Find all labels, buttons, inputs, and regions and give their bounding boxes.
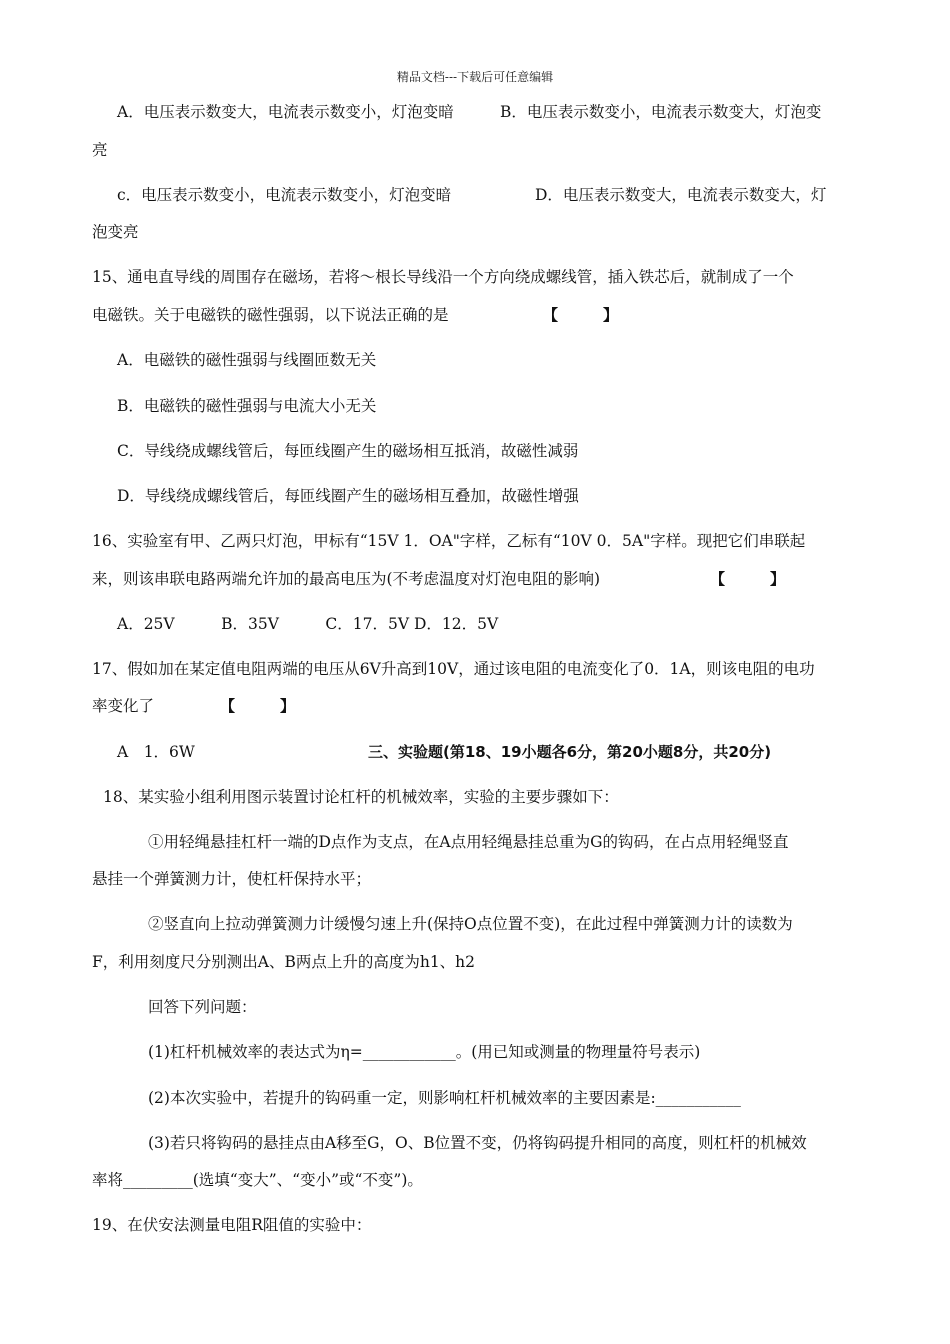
- page-header: 精品文档---下载后可任意编辑: [396, 70, 554, 84]
- q19-stem: 19、在伏安法测量电阻R阻值的实验中：: [92, 1216, 372, 1234]
- q15-option-d: D．导线绕成螺线管后，每匝线圈产生的磁场相互叠加，故磁性增强: [117, 487, 579, 505]
- q14-option-c: c．电压表示数变小，电流表示数变小，灯泡变暗: [117, 186, 452, 204]
- q14-option-d-continued: 泡变亮: [92, 223, 139, 241]
- q14-option-a: A．电压表示数变大，电流表示数变小，灯泡变暗: [117, 103, 454, 121]
- q15-stem-line2: 电磁铁。关于电磁铁的磁性强弱，以下说法正确的是: [92, 306, 449, 324]
- q15-answer-bracket: 【 】: [543, 306, 619, 324]
- q17-option-a: A 1．6W: [117, 743, 195, 761]
- q14-option-d: D．电压表示数变大，电流表示数变大，灯: [535, 186, 827, 204]
- q15-option-a: A．电磁铁的磁性强弱与线圈匝数无关: [117, 351, 377, 369]
- q16-answer-bracket: 【 】: [710, 570, 786, 588]
- q15-option-b: B．电磁铁的磁性强弱与电流大小无关: [117, 397, 377, 415]
- q18-step2-line1: ②竖直向上拉动弹簧测力计缓慢匀速上升(保持O点位置不变)，在此过程中弹簧测力计的读数为: [148, 915, 793, 933]
- q14-option-b: B．电压表示数变小，电流表示数变大，灯泡变: [500, 103, 822, 121]
- q18-stem: 18、某实验小组利用图示装置讨论杠杆的机械效率，实验的主要步骤如下：: [103, 788, 619, 806]
- q15-option-c: C．导线绕成螺线管后，每匝线圈产生的磁场相互抵消，故磁性减弱: [117, 442, 579, 460]
- q18-answer-prompt: 回答下列问题：: [148, 998, 257, 1016]
- section-3-title: 三、实验题(第18、19小题各6分，第20小题8分，共20分): [368, 743, 772, 761]
- q18-step1-line2: 悬挂一个弹簧测力计，使杠杆保持水平；: [92, 870, 372, 888]
- q16-stem-line1: 16、实验室有甲、乙两只灯泡，甲标有“15V 1．OA"字样，乙标有“10V 0．5A"字样。现把它们串联起: [92, 532, 806, 550]
- q18-subquestion-3-line1: (3)若只将钩码的悬挂点由A移至G，O、B位置不变，仍将钩码提升相同的高度，则杠杆的机械效: [148, 1134, 807, 1152]
- q18-step1-line1: ①用轻绳悬挂杠杆一端的D点作为支点，在A点用轻绳悬挂总重为G的钩码，在占点用轻绳竖直: [148, 833, 789, 851]
- q17-stem-line1: 17、假如加在某定值电阻两端的电压从6V升高到10V，通过该电阻的电流变化了0．1A，则该电阻的电功: [92, 660, 815, 678]
- q18-step2-line2: F，利用刻度尺分别测出A、B两点上升的高度为h1、h2: [92, 953, 476, 971]
- q18-subquestion-2: (2)本次实验中，若提升的钩码重一定，则影响杠杆机械效率的主要因素是:___________: [148, 1089, 741, 1107]
- q18-subquestion-3-line2: 率将_________(选填“变大”、“变小”或“不变”)。: [92, 1171, 423, 1189]
- q17-stem-line2: 率变化了: [92, 697, 155, 715]
- q14-option-b-continued: 亮: [92, 141, 108, 159]
- q15-stem-line1: 15、通电直导线的周围存在磁场，若将～根长导线沿一个方向绕成螺线管，插入铁芯后，就制成了一个: [92, 268, 794, 286]
- q16-options: A．25V B．35V C．17．5V D．12．5V: [117, 615, 499, 633]
- q16-stem-line2: 来，则该串联电路两端允许加的最高电压为(不考虑温度对灯泡电阻的影响): [92, 570, 601, 588]
- q17-answer-bracket: 【 】: [220, 697, 296, 715]
- q18-subquestion-1: (1)杠杆机械效率的表达式为η=____________。(用已知或测量的物理量符号表示): [148, 1043, 701, 1061]
